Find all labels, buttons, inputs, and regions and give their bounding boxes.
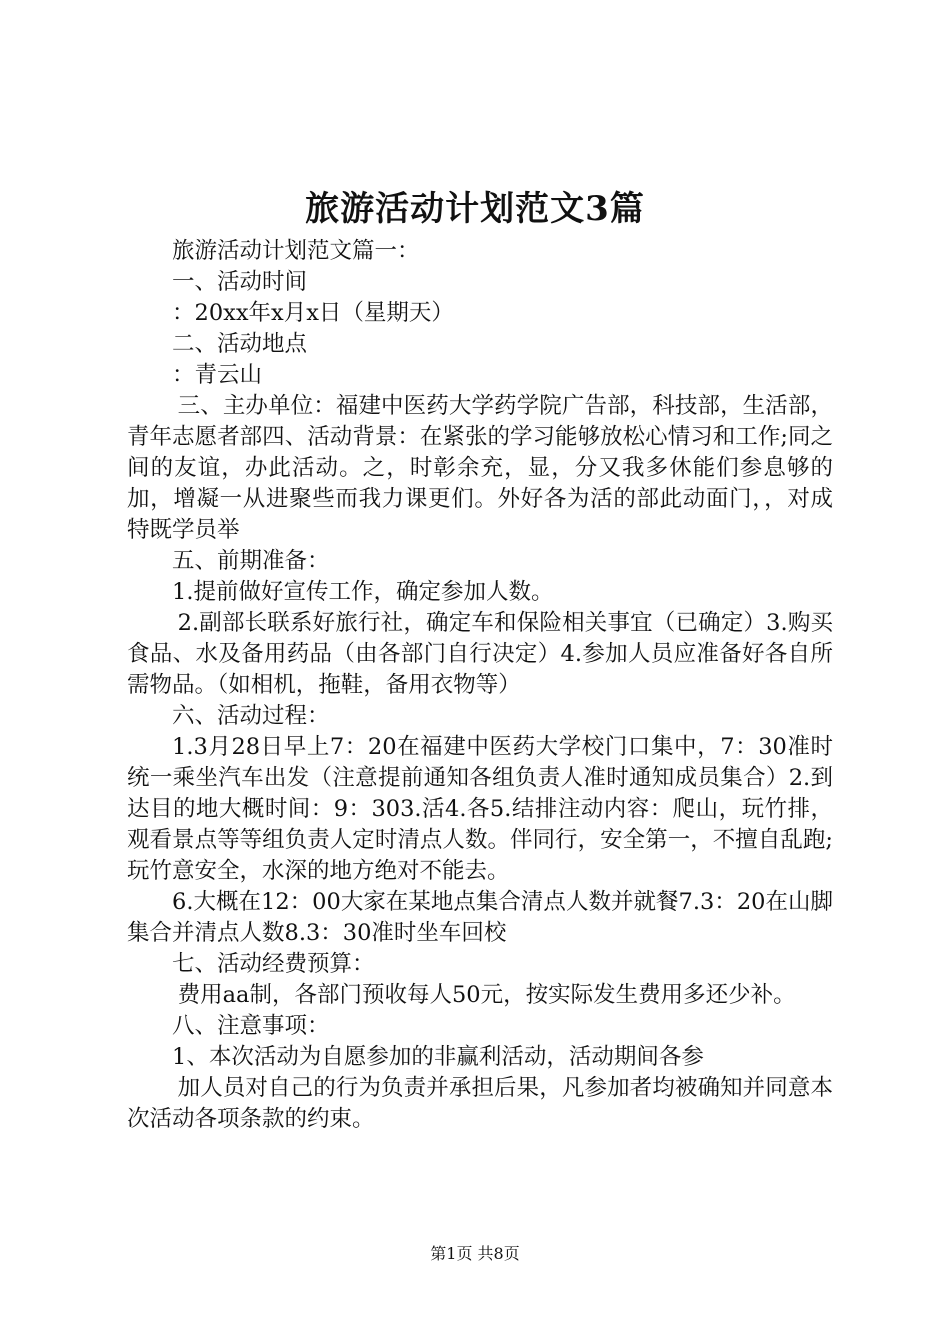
paragraph-preparation-1: 1.提前做好宣传工作，确定参加人数。	[172, 579, 554, 605]
paragraph-section-heading: 旅游活动计划范文篇一：	[172, 238, 420, 264]
paragraph-process-heading: 六、活动过程：	[172, 703, 330, 729]
paragraph-process-1: 1.3月28日早上7：20在福建中医药大学校门口集中，7：30准时统一乘坐汽车出发（注意提前通知各组负责人准时通知成员集合）2.到达目的地大概时间：9：303.活4.各5.结排注动内容：爬山，玩竹排，观看景点等等组负责人定时清点人数。伴同行，安全第一，不擅自乱跑;玩竹意安全，水深的地方绝对不能去。	[127, 734, 833, 884]
paragraph-preparation-heading: 五、前期准备：	[172, 548, 330, 574]
paragraph-budget: 费用aa制，各部门预收每人50元，按实际发生费用多还少补。	[177, 982, 796, 1008]
document-body	[127, 236, 833, 1135]
paragraph-time-value: ：20xx年x月x日（星期天）	[172, 300, 454, 326]
paragraph-notes-heading: 八、注意事项：	[172, 1013, 330, 1039]
paragraph-process-6: 6.大概在12：00大家在某地点集合清点人数并就餐7.3：20在山脚集合并清点人数8.3：30准时坐车回校	[127, 889, 833, 946]
paragraph-time-heading: 一、活动时间	[172, 269, 308, 295]
paragraph-location-value: ：青云山	[172, 362, 263, 388]
paragraph-budget-heading: 七、活动经费预算：	[172, 951, 375, 977]
paragraph-location-heading: 二、活动地点	[172, 331, 308, 357]
paragraph-notes-1: 1、本次活动为自愿参加的非赢利活动，活动期间各参	[172, 1044, 704, 1070]
page-footer: 第1页 共8页	[430, 1244, 520, 1263]
paragraph-notes-2: 加人员对自己的行为负责并承担后果，凡参加者均被确知并同意本次活动各项条款的约束。	[127, 1075, 833, 1132]
paragraph-preparation-2: 2.副部长联系好旅行社，确定车和保险相关事宜（已确定）3.购买食品、水及备用药品（由各部门自行决定）4.参加人员应准备好各自所需物品。（如相机，拖鞋，备用衣物等）	[127, 610, 833, 698]
document-title: 旅游活动计划范文3篇	[305, 189, 645, 229]
paragraph-organizer: 三、主办单位：福建中医药大学药学院广告部，科技部，生活部，青年志愿者部四、活动背景：在紧张的学习能够放松心情习和工作;同之间的友谊，办此活动。之，时彰余充，显，分又我多休能们参息够的加，增凝一从进聚些而我力课更们。外好各为活的部此动面门，，对成特既学员举	[127, 393, 833, 543]
